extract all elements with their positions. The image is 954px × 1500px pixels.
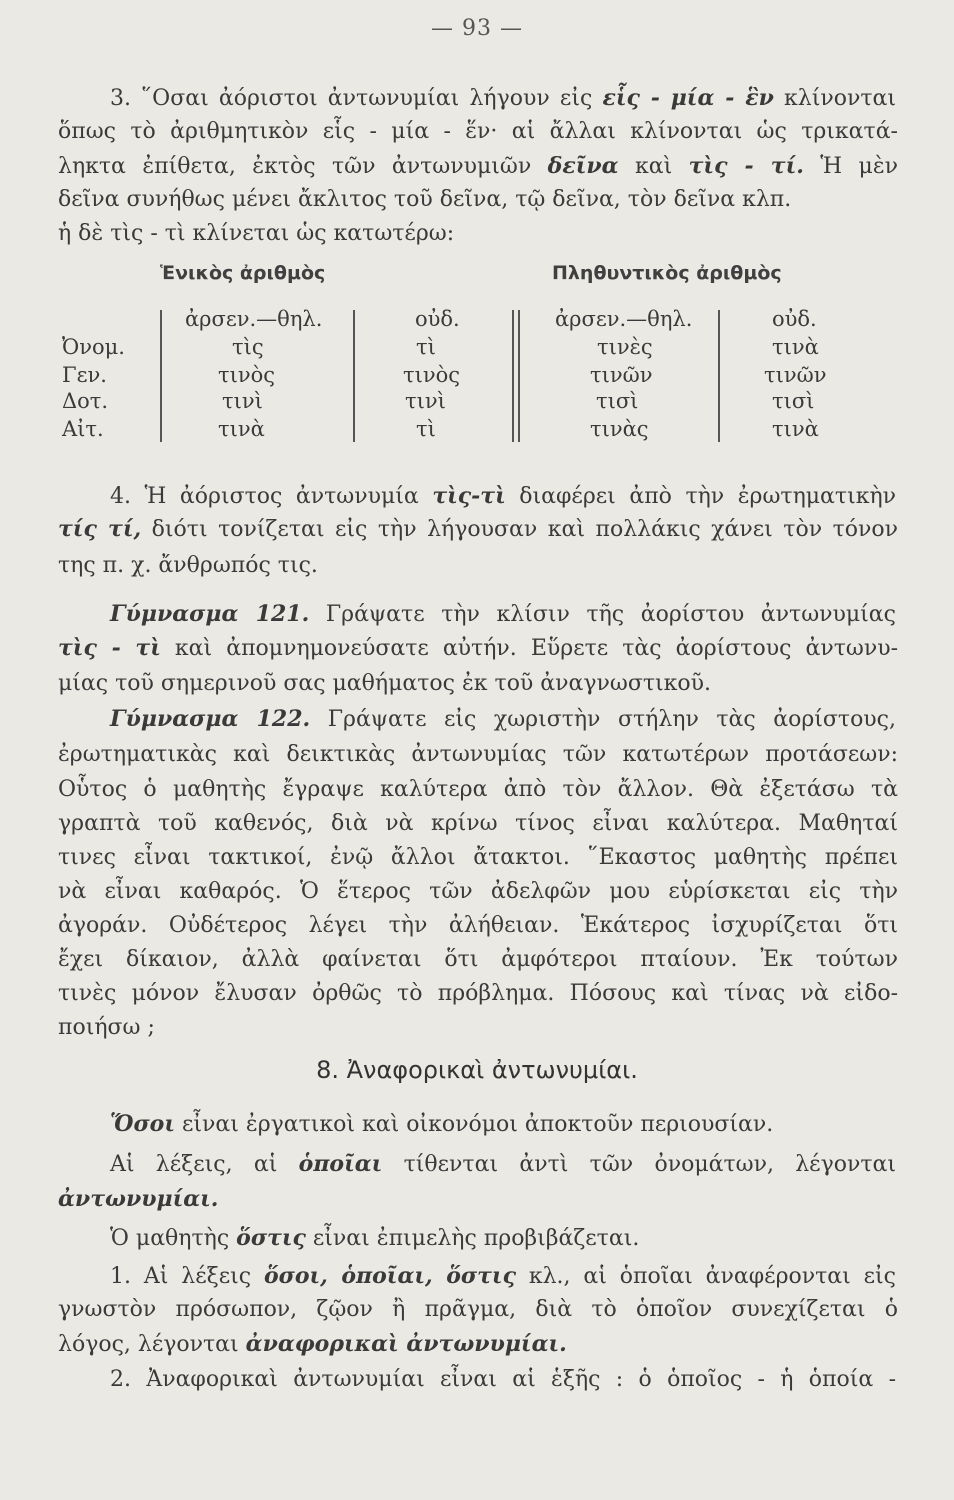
pl-masc-fem-form: τινὰς [590, 417, 649, 441]
pl-masc-fem-form: τινὲς [597, 335, 653, 359]
col-head-pl-neut: οὐδ. [772, 307, 817, 331]
sing-neut-form: τινὶ [405, 389, 446, 413]
section-title: 8. Ἀναφορικαὶ ἀντωνυμίαι. [316, 1056, 638, 1084]
plural-header: Πληθυντικὸς ἀριθμὸς [552, 262, 782, 284]
case-label: Δοτ. [62, 389, 109, 413]
sing-masc-fem-form: τινὶ [222, 389, 263, 413]
table-divider [160, 310, 162, 442]
singular-header: Ἑνικὸς ἀριθμὸς [160, 262, 326, 284]
exercise-122-line2: ἐρωτηματικὰς καὶ δεικτικὰς ἀντωνυμίας τῶν κατωτέρων προτάσεων: [58, 742, 898, 767]
case-label: Ὀνομ. [62, 335, 125, 359]
sing-neut-form: τὶ [416, 335, 436, 359]
para3-line2: ὅπως τὸ ἀριθμητικὸν εἷς - μία - ἕν· αἱ ἄλλαι κλίνονται ὡς τρικατά- [58, 119, 898, 144]
case-label: Γεν. [62, 363, 107, 387]
table-divider [718, 310, 720, 442]
exercise-122-line10: ποιήσω ; [58, 1015, 155, 1040]
sing-masc-fem-form: τινὰ [218, 417, 265, 441]
table-divider [518, 310, 520, 442]
exercise-122-line6: νὰ εἶναι καθαρός. Ὁ ἕτερος τῶν ἀδελφῶν μου εὑρίσκεται εἰς τὴν [58, 879, 898, 904]
col-head-sing-neut: οὐδ. [415, 307, 460, 331]
exercise-122-line5: τινες εἶναι τακτικοί, ἐνῷ ἄλλοι ἄτακτοι. ῞Εκαστος μαθητὴς πρέπει [58, 845, 898, 870]
para3-line5: ἡ δὲ τὶς - τὶ κλίνεται ὡς κατωτέρω: [58, 221, 455, 246]
pl-neut-form: τινὰ [772, 335, 819, 359]
pl-neut-form: τισὶ [772, 389, 815, 413]
table-divider [512, 310, 514, 442]
pl-masc-fem-form: τινῶν [590, 363, 653, 387]
pl-masc-fem-form: τισὶ [596, 389, 639, 413]
para4-line3: της π. χ. ἄνθρωπός τις. [58, 553, 318, 578]
pl-neut-form: τινὰ [772, 417, 819, 441]
para3-line1: 3. ῞Οσαι ἀόριστοι ἀντωνυμίαι λήγουν εἰς εἷς - μία - ἓν κλίνονται [110, 85, 896, 111]
sec8-example2-line2: ἀντωνυμίαι. [58, 1186, 219, 1212]
sec8-example1: Ὅσοι εἶναι ἐργατικοὶ καὶ οἰκονόμοι ἀποκτοῦν περιουσίαν. [110, 1111, 774, 1137]
exercise-121-line3: μίας τοῦ σημερινοῦ σας μαθήματος ἐκ τοῦ ἀναγνωστικοῦ. [58, 671, 712, 696]
page-number: — 93 — [431, 16, 523, 41]
para3-line4: δεῖνα συνήθως μένει ἄκλιτος τοῦ δεῖνα, τῷ δεῖνα, τὸν δεῖνα κλπ. [58, 187, 792, 212]
col-head-pl-masc-fem: ἀρσεν.—θηλ. [555, 307, 693, 331]
case-label: Αἰτ. [62, 417, 104, 441]
exercise-122-line1: Γύμνασμα 122. Γράψατε εἰς χωριστὴν στήλην τὰς ἀορίστους, [110, 706, 897, 732]
sing-masc-fem-form: τὶς [232, 335, 264, 359]
para4-line2: τίς τί, διότι τονίζεται εἰς τὴν λήγουσαν καὶ πολλάκις χάνει τὸν τόνον [58, 516, 898, 542]
para4-line1: 4. Ἡ ἀόριστος ἀντωνυμία τὶς-τὶ διαφέρει ἀπὸ τὴν ἐρωτηματικὴν [110, 483, 897, 509]
sec8-example2-line1: Αἱ λέξεις, αἱ ὁποῖαι τίθενται ἀντὶ τῶν ὀνομάτων, λέγονται [110, 1151, 896, 1177]
sing-neut-form: τὶ [416, 417, 436, 441]
sec8-rule1-line2: γνωστὸν πρόσωπον, ζῷον ἢ πρᾶγμα, διὰ τὸ ὁποῖον συνεχίζεται ὁ [58, 1297, 898, 1322]
pl-neut-form: τινῶν [764, 363, 827, 387]
exercise-121-line2: τὶς - τὶ καὶ ἀπομνημονεύσατε αὐτήν. Εὕρετε τὰς ἀορίστους ἀντωνυ- [58, 635, 898, 661]
sec8-example3: Ὁ μαθητὴς ὅστις εἶναι ἐπιμελὴς προβιβάζεται. [110, 1225, 640, 1251]
exercise-122-line4: γραπτὰ τοῦ καθενός, διὰ νὰ κρίνω τίνος εἶναι καλύτερα. Μαθηταί [58, 811, 898, 836]
table-divider [353, 310, 355, 442]
sec8-rule2: 2. Ἀναφορικαὶ ἀντωνυμίαι εἶναι αἱ ἑξῆς : ὁ ὁποῖος - ἡ ὁποία - [110, 1367, 896, 1392]
para3-line3: ληκτα ἐπίθετα, ἐκτὸς τῶν ἀντωνυμιῶν δεῖνα καὶ τὶς - τί. Ἡ μὲν [58, 153, 899, 179]
exercise-122-line9: τινὲς μόνον ἔλυσαν ὀρθῶς τὸ πρόβλημα. Πόσους καὶ τίνας νὰ εἰδο- [58, 981, 898, 1006]
sing-neut-form: τινὸς [403, 363, 461, 387]
exercise-122-line7: ἀγοράν. Οὐδέτερος λέγει τὴν ἀλήθειαν. Ἑκάτερος ἰσχυρίζεται ὅτι [58, 913, 898, 938]
exercise-122-line3: Οὗτος ὁ μαθητὴς ἔγραψε καλύτερα ἀπὸ τὸν ἄλλον. Θὰ ἐξετάσω τὰ [58, 777, 898, 802]
sec8-rule1-line1: 1. Αἱ λέξεις ὅσοι, ὁποῖαι, ὅστις κλ., αἱ ὁποῖαι ἀναφέρονται εἰς [110, 1263, 897, 1289]
sing-masc-fem-form: τινὸς [218, 363, 276, 387]
col-head-sing-masc-fem: ἀρσεν.—θηλ. [185, 307, 323, 331]
sec8-rule1-line3: λόγος, λέγονται ἀναφορικαὶ ἀντωνυμίαι. [58, 1331, 567, 1357]
exercise-122-line8: ἔχει δίκαιον, ἀλλὰ φαίνεται ὅτι ἀμφότεροι πταίουν. Ἐκ τούτων [58, 947, 898, 972]
exercise-121-line1: Γύμνασμα 121. Γράψατε τὴν κλίσιν τῆς ἀορίστου ἀντωνυμίας [110, 601, 896, 627]
